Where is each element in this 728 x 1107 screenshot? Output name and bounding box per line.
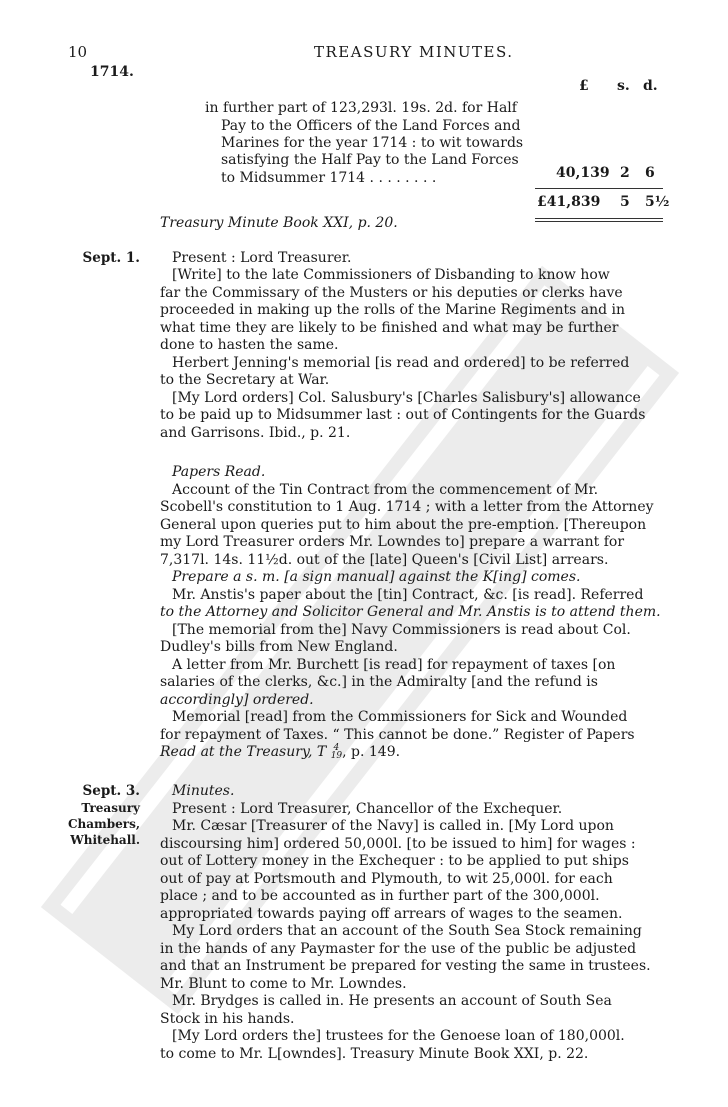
- para-line: done to hasten the same.: [160, 337, 339, 353]
- amount-pounds: 40,139: [556, 165, 610, 181]
- total-double-rule: [535, 221, 663, 222]
- para-line: Stock in his hands.: [160, 1011, 295, 1027]
- para-line: Present : Lord Treasurer, Chancellor of the Exchequer.: [172, 801, 563, 817]
- para-line: appropriated towards paying off arrears of wages to the seamen.: [160, 906, 623, 922]
- source-citation: Treasury Minute Book XXI, p. 20.: [160, 215, 398, 231]
- para-line: [My Lord orders] Col. Salusbury's [Charles Salisbury's] allowance: [172, 390, 641, 406]
- para-line: salaries of the clerks, &c.] in the Admiralty [and the refund is: [160, 674, 598, 690]
- para-line: out of pay at Portsmouth and Plymouth, to wit 25,000l. for each: [160, 871, 613, 887]
- section-heading: Minutes.: [172, 783, 235, 799]
- para-line: proceeded in making up the rolls of the Marine Regiments and in: [160, 302, 626, 318]
- para-line: my Lord Treasurer orders Mr. Lowndes to] prepare a warrant for: [160, 534, 625, 550]
- para-line: General upon queries put to him about the pre-emption. [Thereupon: [160, 517, 647, 533]
- para-line: what time they are likely to be finished and what may be further: [160, 320, 619, 336]
- para-line: Mr. Blunt to come to Mr. Lowndes.: [160, 976, 407, 992]
- para-line: to come to Mr. L[owndes]. Treasury Minute Book XXI, p. 22.: [160, 1046, 589, 1062]
- para-line: Mr. Cæsar [Treasurer of the Navy] is called in. [My Lord upon: [172, 818, 614, 834]
- sum-rule: [535, 188, 663, 189]
- para-line: Memorial [read] from the Commissioners for Sick and Wounded: [172, 709, 628, 725]
- para-line: to be paid up to Midsummer last : out of Contingents for the Guards: [160, 407, 646, 423]
- para-line: far the Commissary of the Musters or his deputies or clerks have: [160, 285, 623, 301]
- para-line: and Garrisons. Ibid., p. 21.: [160, 425, 351, 441]
- para-line: accordingly] ordered.: [160, 692, 314, 708]
- place-line: Chambers,: [68, 817, 141, 831]
- para-line: My Lord orders that an account of the South Sea Stock remaining: [172, 923, 642, 939]
- para-line: Prepare a s. m. [a sign manual] against the K[ing] comes.: [172, 569, 581, 585]
- para-line: out of Lottery money in the Exchequer : to be applied to put ships: [160, 853, 629, 869]
- entry-line: satisfying the Half Pay to the Land Forces: [221, 152, 519, 168]
- para-line: Herbert Jenning's memorial [is read and ordered] to be referred: [172, 355, 630, 371]
- para-line: [The memorial from the] Navy Commissioners is read about Col.: [172, 622, 631, 638]
- fraction-denominator: 19: [330, 751, 343, 761]
- para-line: A letter from Mr. Burchett [is read] for repayment of taxes [on: [172, 657, 616, 673]
- pence-header: d.: [643, 78, 658, 94]
- pounds-header: £: [579, 78, 589, 94]
- para-line: place ; and to be accounted as in further part of the 300,000l.: [160, 888, 600, 904]
- para-line: to the Attorney and Solicitor General and Mr. Anstis is to attend them.: [160, 604, 661, 620]
- entry-line: Marines for the year 1714 : to wit towards: [221, 135, 524, 151]
- para-line: and that an Instrument be prepared for vesting the same in trustees.: [160, 958, 651, 974]
- para-line: Mr. Anstis's paper about the [tin] Contract, &c. [is read]. Referred: [172, 587, 644, 603]
- para-line: Scobell's constitution to 1 Aug. 1714 ; with a letter from the Attorney: [160, 499, 654, 515]
- amount-pence: 6: [645, 165, 655, 181]
- amount-shillings: 2: [620, 165, 630, 181]
- total-double-rule: [535, 218, 663, 219]
- para-line: Mr. Brydges is called in. He presents an account of South Sea: [172, 993, 612, 1009]
- date-sept-1: Sept. 1.: [82, 250, 140, 266]
- shillings-header: s.: [617, 78, 630, 94]
- total-pounds: £41,839: [537, 194, 601, 210]
- para-line: in the hands of any Paymaster for the use of the public be adjusted: [160, 941, 637, 957]
- section-heading: Papers Read.: [172, 464, 266, 480]
- para-line: [Write] to the late Commissioners of Disbanding to know how: [172, 267, 610, 283]
- para-line: for repayment of Taxes. “ This cannot be done.” Register of Papers: [160, 727, 635, 743]
- register-citation-text: Read at the Treasury, T: [160, 744, 327, 760]
- para-line: [My Lord orders the] trustees for the Genoese loan of 180,000l.: [172, 1028, 625, 1044]
- para-line: 7,317l. 14s. 11½d. out of the [late] Queen's [Civil List] arrears.: [160, 552, 609, 568]
- entry-line: to Midsummer 1714 . . . . . . . .: [221, 170, 437, 186]
- para-line: discoursing him] ordered 50,000l. [to be issued to him] for wages :: [160, 836, 636, 852]
- total-pence: 5½: [645, 194, 670, 210]
- total-shillings: 5: [620, 194, 630, 210]
- register-fraction: [331, 744, 342, 760]
- page-number: 10: [68, 43, 88, 61]
- para-line: Account of the Tin Contract from the commencement of Mr.: [172, 482, 599, 498]
- para-line: to the Secretary at War.: [160, 372, 330, 388]
- place-line: Whitehall.: [70, 833, 140, 847]
- para-line: Present : Lord Treasurer.: [172, 250, 352, 266]
- entry-line: in further part of 123,293l. 19s. 2d. for Half: [205, 100, 517, 116]
- place-line: Treasury: [81, 801, 140, 815]
- running-title: TREASURY MINUTES.: [314, 43, 514, 61]
- register-citation: [160, 743, 400, 761]
- register-page: , p. 149.: [342, 744, 401, 760]
- date-sept-3: Sept. 3.: [82, 783, 140, 799]
- para-line: Dudley's bills from New England.: [160, 639, 398, 655]
- year-label: 1714.: [90, 64, 134, 80]
- entry-line: Pay to the Officers of the Land Forces and: [221, 118, 521, 134]
- fraction-numerator: 4: [333, 743, 340, 753]
